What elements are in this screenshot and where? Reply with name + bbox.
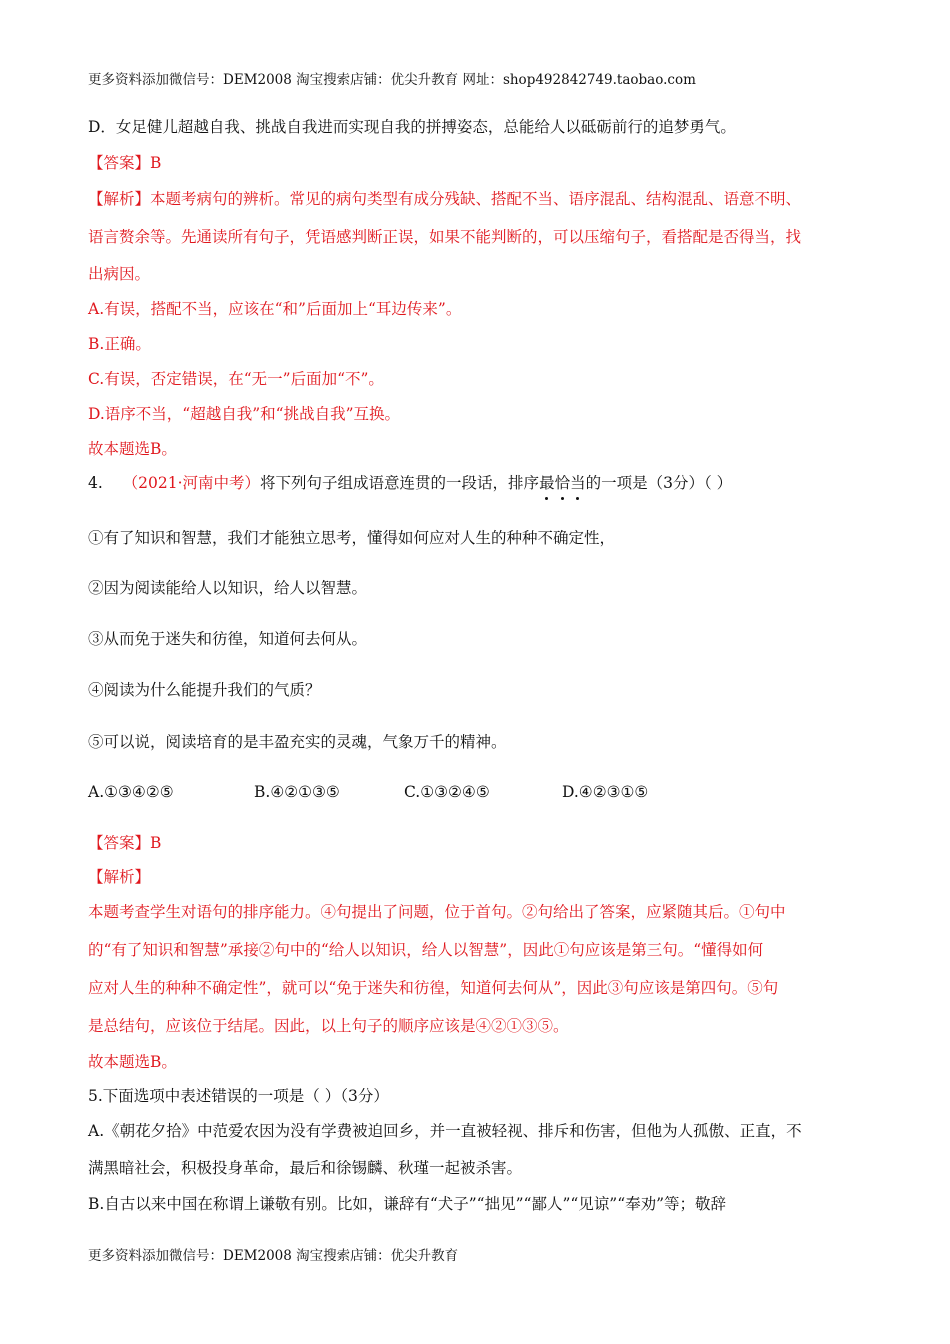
q3-explain-b: B.正确。 <box>88 335 151 353</box>
q5-option-b: B.自古以来中国在称谓上谦敬有别。比如，谦辞有“犬子”“拙见”“鄙人”“见谅”“奉劝”等；敬辞 <box>88 1195 727 1213</box>
q4-sentence-3: ③从而免于迷失和彷徨，知道何去何从。 <box>88 630 368 648</box>
q5-option-a: A.《朝花夕拾》中范爱农因为没有学费被迫回乡，并一直被轻视、排斥和伤害，但他为人孤傲、正直，不 <box>88 1122 802 1140</box>
q4-sentence-2: ②因为阅读能给人以知识，给人以智慧。 <box>88 579 368 597</box>
q4-source: （2021·河南中考） <box>122 474 261 492</box>
q4-stem-text: 将下列句子组成语意连贯的一段话，排序 <box>260 474 540 492</box>
q4-analysis-line: 本题考查学生对语句的排序能力。④句提出了问题，位于首句。②句给出了答案，应紧随其后。①句中 <box>88 903 786 921</box>
q3-explain-c: C.有误，否定错误，在“无一”后面加“不”。 <box>88 370 384 388</box>
q3-explain-d: D.语序不当，“超越自我”和“挑战自我”互换。 <box>88 405 400 423</box>
q3-option-d: D．女足健儿超越自我、挑战自我进而实现自我的拼搏姿态，总能给人以砥砺前行的追梦勇气。 <box>88 118 736 136</box>
q3-analysis-line: 【解析】本题考病句的辨析。常见的病句类型有成分残缺、搭配不当、语序混乱、结构混乱、语意不明、 <box>88 190 802 208</box>
q4-conclusion: 故本题选B。 <box>88 1053 177 1071</box>
q3-analysis-line: 出病因。 <box>88 265 151 283</box>
page-header: 更多资料添加微信号：DEM2008 淘宝搜索店铺：优尖升教育 网址：shop492842749.taobao.com <box>88 72 696 88</box>
q4-option-a: A.①③④②⑤ <box>88 783 174 801</box>
q3-explain-a: A.有误，搭配不当，应该在“和”后面加上“耳边传来”。 <box>88 300 462 318</box>
q4-option-d: D.④②③①⑤ <box>562 783 649 801</box>
page-footer: 更多资料添加微信号：DEM2008 淘宝搜索店铺：优尖升教育 <box>88 1248 459 1264</box>
emphasis-dot-char: 最 <box>539 474 555 492</box>
q4-answer: 【答案】B <box>88 834 162 852</box>
q4-number: 4. <box>88 474 103 492</box>
q3-conclusion: 故本题选B。 <box>88 440 177 458</box>
q4-stem <box>88 473 732 493</box>
q4-option-b: B.④②①③⑤ <box>254 783 340 801</box>
q4-sentence-4: ④阅读为什么能提升我们的气质？ <box>88 681 321 699</box>
q3-answer: 【答案】B <box>88 154 162 172</box>
q5-option-a-cont: 满黑暗社会，积极投身革命，最后和徐锡麟、秋瑾一起被杀害。 <box>88 1159 523 1177</box>
q3-analysis-line: 语言赘余等。先通读所有句子，凭语感判断正误，如果不能判断的，可以压缩句子，看搭配是否得当，找 <box>88 228 802 246</box>
q4-sentence-5: ⑤可以说，阅读培育的是丰盈充实的灵魂，气象万千的精神。 <box>88 733 507 751</box>
q5-stem: 5.下面选项中表述错误的一项是（ ）（3分） <box>88 1087 389 1105</box>
q4-option-c: C.①③②④⑤ <box>404 783 490 801</box>
q4-analysis-line: 的“有了知识和智慧”承接②句中的“给人以知识，给人以智慧”，因此①句应该是第三句。“懂得如何 <box>88 941 764 959</box>
q4-sentence-1: ①有了知识和智慧，我们才能独立思考，懂得如何应对人生的种种不确定性， <box>88 529 616 547</box>
q4-analysis-line: 是总结句，应该位于结尾。因此，以上句子的顺序应该是④②①③⑤。 <box>88 1017 569 1035</box>
q4-analysis-title: 【解析】 <box>88 868 151 886</box>
emphasis-dot-char: 恰 <box>554 474 571 492</box>
q4-stem-text: 的一项是（3分）（ ） <box>585 474 733 492</box>
emphasis-dot-char: 当 <box>570 474 586 492</box>
q4-analysis-line: 应对人生的种种不确定性”，就可以“免于迷失和彷徨，知道何去何从”，因此③句应该是第四句。⑤句 <box>88 979 779 997</box>
